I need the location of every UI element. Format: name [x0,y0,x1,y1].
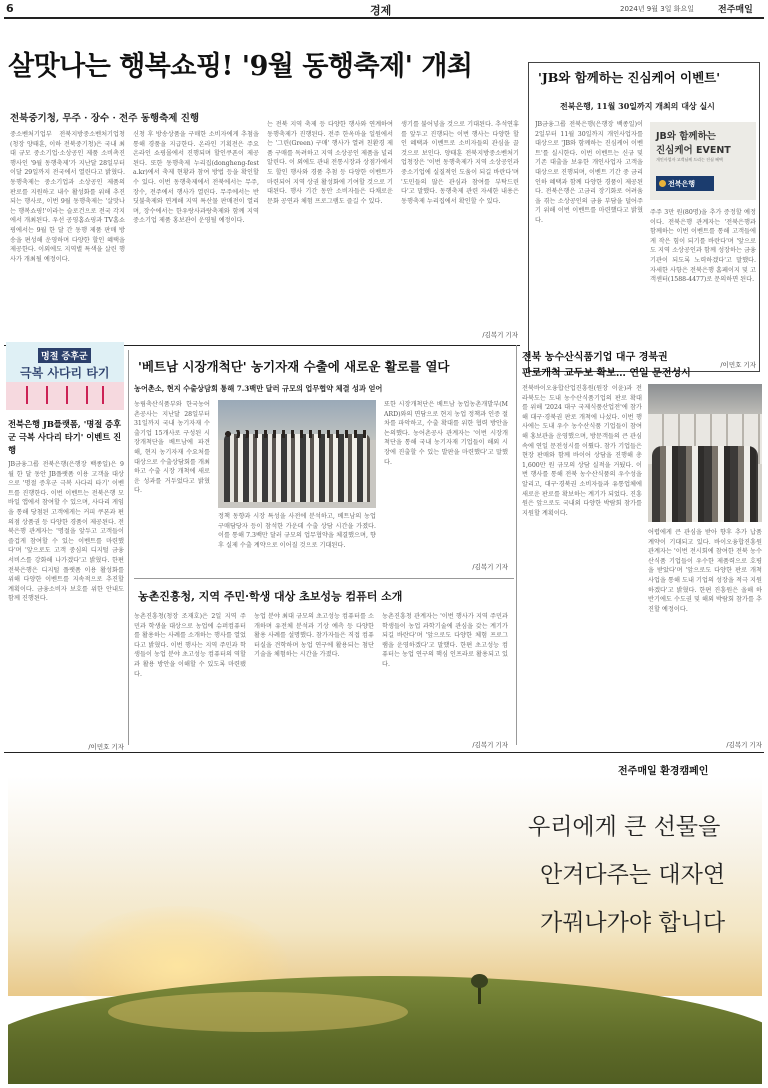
main-col-2: 신청 후 방송상품을 구매한 소비자에게 추첨을 통해 경품을 지급한다. 온라인 기획전은 주요 온라인 쇼핑몰에서 진행되며 할인쿠폰이 제공된다. 또한 동행축제 누리집(dongheng-festa.kr)에서 축제 현황과 참여 방법 등을 확인할 수 있다. 이번 동행축제에서 전북에서는 무주, 장수, 전주에서 행사가 열린다. 무주에서는 반딧불축제와 연계해 지역 특산물 판매전이 열리며, 장수에서는 한우랑사과랑축제와 함께 지역 중소기업 제품 홍보관이 운영될 예정이다. [133,131,259,225]
campaign-line-1: 우리에게 큰 선물을 [528,814,721,840]
food-body-right: 어렵에게 큰 관심을 받아 향후 추가 납품 계약이 기대되고 있다. 바이오융합진흥원 관계자는 '이번 전시회에 참여한 전북 농수산식품 기업들이 우수한 제품력으로 호평을 받았다'며 '앞으로도 다양한 판로 개척 사업을 통해 도내 기업의 성장을 적극 지원하겠다'고 밝혔다. 한편 진흥원은 올해 하반기에도 수도권 및 해외 박람회 참가를 추진할 예정이다. [648,529,762,613]
vietnam-col-3: 또한 시장개척단은 베트남 농업농촌개발부(MARD)와의 면담으로 현지 농업 정책과 인증 절차를 파악하고, 수출 확대를 위한 협력 방안을 논의했다. 농어촌공사 관계자는 '이번 시장개척단을 통해 국내 농기자재 기업들이 해외 시장에 진출할 수 있는 발판을 마련했다'고 말했다. [384,401,508,466]
jb-promo-line1: JB와 함께하는 [656,131,716,142]
photo-crowd [224,434,370,502]
vietnam-col-1: 농림축산식품부와 한국농어촌공사는 지난달 28일부터 31일까지 국내 농기자재 수출기업 15개사로 구성된 시장개척단을 베트남에 파견해, 현지 농기자재 수요처를 대상으로 수출상담회를 개최하고 수출 시장 개척에 새로운 성과를 거두었다고 밝혔다. [134,401,210,495]
ladder-banner-image [6,342,124,410]
food-headline-1: 전북 농수산식품기업 대구 경북권 [522,352,668,363]
jb-event-body-left: JB금융그룹 전북은행(은행장 백종일)이 2일부터 11월 30일까지 개인사업자를 대상으로 'JB와 함께하는 진심케어 이벤트'를 실시한다. 이번 이벤트는 신규 및 기존 대출을 보유한 개인사업자 고객을 대상으로 진행되며, 이벤트 기간 중 금리 인하 혜택과 함께 다양한 경품이 제공된다. 전북은행은 고금리 장기화로 어려움을 겪는 소상공인의 금융 부담을 덜어주기 위해 이번 이벤트를 마련했다고 밝혔다. [535,121,643,224]
vietnam-byline: /김복기 기자 [472,563,508,571]
edu-col-3: 농촌진흥청 관계자는 '이번 행사가 지역 주민과 학생들이 농업 과학기술에 관심을 갖는 계기가 되길 바란다'며 '앞으로도 다양한 체험 프로그램을 운영하겠다'고 말했다. 한편 초고성능 컴퓨터는 농업 연구의 핵심 인프라로 활용되고 있다. [382,613,508,668]
main-col-3: 는 전북 지역 축제 등 다양한 행사와 연계하여 동행축제가 진행된다. 전주 한옥마을 일원에서는 '그린(Green) 구매' 행사가 열려 친환경 제품 구매를 독려하고 지역 소상공인 제품을 널리 알린다. 이 외에도 관내 전통시장과 상점가에서도 할인 행사와 경품 추첨 등 다양한 이벤트가 마련되어 지역 상권 활성화에 기여할 것으로 기대된다. 행사 기간 동안 소비자들은 다채로운 문화 공연과 체험 프로그램도 즐길 수 있다. [267,121,393,205]
campaign-line-2: 안겨다주는 대자연 [540,862,726,888]
food-byline: /김복기 기자 [726,741,762,749]
left-column-rule [128,350,129,745]
section-title: 경제 [370,4,392,17]
photo-heads [224,430,370,438]
photo-ceiling [648,384,762,414]
ladder-banner-main: 극복 사다리 타기 [20,366,110,380]
jb-bank-logo: 전북은행 [668,180,696,188]
vietnam-group-photo [218,400,376,508]
jb-promo-small: 개인사업자 고객님께 드리는 진심 혜택 [656,157,723,162]
main-col-1: 중소벤처기업부 전북지방중소벤처기업청(청장 양태훈, 이하 전북중기청)은 국내 최대 규모 중소기업·소상공인 제품 소비촉진 행사인 '9월 동행축제'가 지난달 28일부터 이달 29일까지 전국에서 열린다고 밝혔다. 동행축제는 중소기업과 소상공인 제품의 판로를 지원하고 내수 활성화를 위해 추진되는 행사로, 이번 9월 동행축제는 '살맛나는 행복쇼핑!'이라는 슬로건으로 전국 각지에서 개최된다. 우선 공영홈쇼핑과 TV홈쇼핑에서는 9월 한 달 간 동행 제품 판매 방송을 편성해 운영하며 다양한 할인 혜택을 제공한다. 이외에도 지역별 특색을 살린 행사가 개최될 예정이다. [10,131,125,263]
ladder-icon [26,386,104,404]
main-subhead: 전북중기청, 무주 · 장수 · 전주 동행축제 진행 [10,113,200,124]
food-body-left: 전북바이오융합산업진흥원(원장 이윤)과 전라북도는 도내 농수산식품기업의 판로 확대를 위해 '2024 대구 국제식품산업전'에 참가해 대구·경북권 판로 개척에 나섰다. 이번 행사에는 도내 우수 농수산식품 기업들이 참여해 홍보관을 운영했으며, 방문객들의 큰 관심 속에 연일 문전성시를 이뤘다. 참가 기업들은 현장 판매와 함께 바이어 상담을 진행해 총 1,600만 원 규모의 상담 실적을 거뒀다. 이번 행사를 통해 전북 농수산식품의 우수성을 알리고, 대구·경북권 소비자들과 유통업체에 새로운 판로를 확보하는 계기가 되었다. 진흥원은 앞으로도 국내외 다양한 박람회 참가를 지원할 계획이다. [522,385,642,517]
campaign-line-3: 가꿔나가야 합니다 [540,910,726,936]
main-byline: /김복기 기자 [482,331,518,339]
ladder-banner-top: 명절 증후군 [38,348,91,363]
jb-logo-mark-icon [659,180,666,187]
tree-canopy-icon [471,974,488,988]
hill-highlight [108,992,408,1032]
jb-promo-line2: 진심케어 EVENT [656,145,731,156]
jb-left-headline: 전북은행 JB플랫폼, '명절 증후군 극복 사다리 타기' 이벤트 진행 [8,419,122,455]
jb-promo-image [650,122,756,200]
jb-left-body: JB금융그룹 전북은행(은행장 백종일)은 9월 한 달 동안 JB플랫폼 이용 고객을 대상으로 '명절 증후군 극복 사다리 타기' 이벤트를 진행한다. 이번 이벤트는 전북은행 모바일 앱에서 참여할 수 있으며, 사다리 게임을 통해 당첨된 고객에게는 커피 쿠폰과 편의점 상품권 등 다양한 경품이 제공된다. 전북은행 관계자는 '명절을 앞두고 고객들이 즐겁게 참여할 수 있는 이벤트를 마련했다'며 '앞으로도 고객 중심의 디지털 금융 서비스를 강화해 나가겠다'고 밝혔다. 한편 전북은행은 디지털 플랫폼 이용 활성화를 위해 다양한 이벤트를 지속적으로 추진할 계획이다. 금융소비자 보호를 위한 안내도 함께 진행된다. [8,461,124,603]
jb-event-headline: 'JB와 함께하는 진심케어 이벤트' [538,70,721,85]
campaign-ad [8,756,762,1084]
edu-col-1: 농촌진흥청(청장 조재호)은 2일 지역 주민과 학생을 대상으로 농업에 슈퍼컴퓨터를 활용하는 사례를 소개하는 행사를 열었다고 밝혔다. 이번 행사는 지역 주민과 학생들이 농업 분야 초고성능 컴퓨터의 역할과 활용 방안을 이해할 수 있도록 마련됐다. [134,613,246,678]
jb-event-body-right: 주주 3만 원(80명)을 추가 증정할 예정이다. 전북은행 관계자는 '전북은행과 함께하는 이번 이벤트를 통해 고객들에게 작은 힘이 되기를 바란다'며 '앞으로도 지역 소상공인과 함께 성장하는 금융기관이 되도록 노력하겠다'고 말했다. 자세한 사항은 전북은행 홈페이지 및 고객센터(1588-4477)로 문의하면 된다. [650,209,756,284]
edu-byline: /김복기 기자 [472,741,508,749]
vietnam-col-2: 정책 동향과 시장 특성을 사전에 분석하고, 베트남의 농업 구매담당자 등이 참석한 가운데 수출 상담 시간을 가졌다. 이를 통해 7.3백만 달러 규모의 업무협약을 체결했으며, 향후 실제 수출 계약으로 이어질 것으로 기대된다. [218,513,376,549]
vietnam-rule [134,578,514,579]
campaign-top-rule [4,752,764,753]
page-number: 6 [6,2,14,15]
jb-left-byline: /이민호 기자 [88,743,124,751]
campaign-title: 전주매일 환경캠페인 [618,766,709,777]
center-column-rule [516,345,517,745]
header-rule [4,17,764,19]
jb-event-byline: /이민호 기자 [720,361,756,369]
paper-name: 전주매일 [718,5,753,15]
vietnam-headline: '베트남 시장개척단' 농기자재 수출에 새로운 활로를 열다 [138,359,450,374]
vietnam-subhead: 농어촌소, 현지 수출상담회 통해 7.3백만 달러 규모의 업무협약 체결 성과 얻어 [134,384,383,393]
edu-headline: 농촌진흥청, 지역 주민·학생 대상 초보성능 컴퓨터 소개 [138,590,403,603]
food-headline-2: 판로개척 교두보 확보… 연일 문전성시 [522,368,691,379]
edu-col-2: 농업 분야 최대 규모의 초고성능 컴퓨터를 소개하며 유전체 분석과 기상 예측 등 다양한 활용 사례를 설명했다. 참가자들은 직접 컴퓨터실을 견학하며 농업 연구에 활용되는 첨단 기술을 체험하는 시간을 가졌다. [254,613,374,659]
jb-promo-logo-bar [656,176,714,191]
photo-people [652,446,758,522]
jb-event-subhead: 전북은행, 11월 30일까지 개최의 대상 실시 [560,101,715,111]
issue-date: 2024년 9월 3일 화요일 [620,5,694,13]
main-col-4: 생기를 불어넣을 것으로 기대된다. 추석연휴를 앞두고 진행되는 이번 행사는 다양한 할인 혜택과 이벤트로 소비자들의 관심을 끌 것으로 보인다. 양태훈 전북지방중소벤처기업청장은 '이번 동행축제가 지역 소상공인과 중소기업에 실질적인 도움이 되길 바란다'며 '도민들의 많은 관심과 참여를 부탁드린다'고 말했다. 동행축제 관련 자세한 내용은 동행축제 누리집에서 확인할 수 있다. [401,121,519,205]
food-expo-photo [648,384,762,522]
main-headline: 살맛나는 행복쇼핑! '9월 동행축제' 개최 [8,51,473,82]
